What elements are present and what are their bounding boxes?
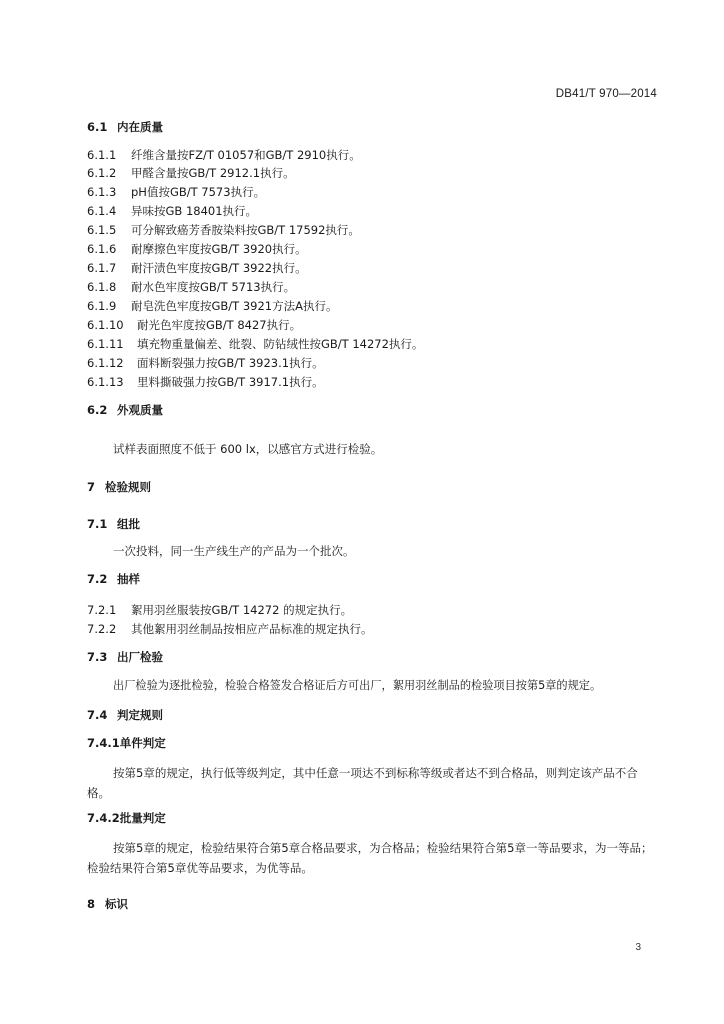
section-6-2-heading: 6.2 外观质量	[87, 403, 163, 417]
clause-6-1-4: 6.1.4 异味按GB 18401执行。	[87, 204, 258, 218]
section-6-2-text: 试样表面照度不低于 600 lx，以感官方式进行检验。	[113, 442, 383, 456]
chapter-8-heading: 8 标识	[87, 897, 128, 911]
clause-6-1-13: 6.1.13 里料撕破强力按GB/T 3917.1执行。	[87, 375, 324, 389]
clause-7-2-1: 7.2.1 絮用羽丝服装按GB/T 14272 的规定执行。	[87, 603, 353, 617]
section-7-1-text: 一次投料，同一生产线生产的产品为一个批次。	[113, 544, 355, 558]
chapter-7-heading: 7 检验规则	[87, 480, 151, 494]
section-number: 6.1	[87, 120, 108, 134]
clause-6-1-6: 6.1.6 耐摩擦色牢度按GB/T 3920执行。	[87, 242, 307, 256]
clause-7-2-2: 7.2.2 其他絮用羽丝制品按相应产品标准的规定执行。	[87, 622, 373, 636]
clause-6-1-11: 6.1.11 填充物重量偏差、纰裂、防钻绒性按GB/T 14272执行。	[87, 337, 424, 351]
section-7-4-1-heading: 7.4.1单件判定	[87, 736, 166, 750]
section-title: 内在质量	[117, 120, 163, 134]
section-6-1-heading	[87, 119, 163, 135]
section-7-4-2-heading: 7.4.2批量判定	[87, 811, 166, 825]
clause-6-1-1: 6.1.1 纤维含量按FZ/T 01057和GB/T 2910执行。	[87, 148, 361, 162]
clause-6-1-5: 6.1.5 可分解致癌芳香胺染料按GB/T 17592执行。	[87, 223, 360, 237]
clause-6-1-12: 6.1.12 面料断裂强力按GB/T 3923.1执行。	[87, 356, 324, 370]
section-7-4-2-text: 按第5章的规定，检验结果符合第5章合格品要求，为合格品；检验结果符合第5章一等品要求，为一等品；检验结果符合第5章优等品要求，为优等品。	[87, 841, 653, 875]
clause-6-1-3: 6.1.3 pH值按GB/T 7573执行。	[87, 185, 266, 199]
standard-code: DB41/T 970—2014	[555, 88, 657, 100]
clause-6-1-2: 6.1.2 甲醛含量按GB/T 2912.1执行。	[87, 166, 295, 180]
clause-6-1-10: 6.1.10 耐光色牢度按GB/T 8427执行。	[87, 318, 302, 332]
clause-6-1-8: 6.1.8 耐水色牢度按GB/T 5713执行。	[87, 280, 296, 294]
section-7-2-heading: 7.2 抽样	[87, 572, 140, 586]
page-number: 3	[635, 942, 641, 953]
section-7-1-heading: 7.1 组批	[87, 517, 140, 531]
section-7-4-heading: 7.4 判定规则	[87, 708, 163, 722]
clause-6-1-9: 6.1.9 耐皂洗色牢度按GB/T 3921方法A执行。	[87, 299, 338, 313]
section-7-3-text: 出厂检验为逐批检验，检验合格签发合格证后方可出厂，絮用羽丝制品的检验项目按第5章的规定。	[113, 679, 602, 692]
section-7-4-1-text: 按第5章的规定，执行低等级判定，其中任意一项达不到标称等级或者达不到合格品，则判定该产品不合格。	[87, 766, 638, 800]
clause-6-1-7: 6.1.7 耐汗渍色牢度按GB/T 3922执行。	[87, 261, 307, 275]
section-7-3-heading: 7.3 出厂检验	[87, 650, 163, 664]
